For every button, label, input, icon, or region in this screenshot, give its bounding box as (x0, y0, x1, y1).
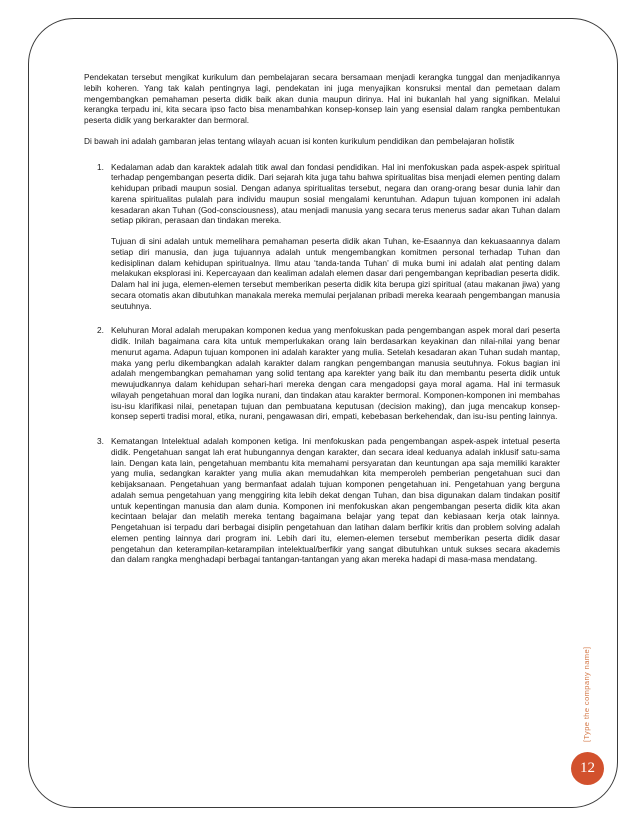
document-body (84, 72, 560, 579)
company-name-placeholder: [Type the company name] (582, 646, 591, 742)
page-number-badge: 12 (571, 752, 604, 785)
content-components-list (84, 162, 560, 566)
list-item-paragraph: Tujuan di sini adalah untuk memelihara pemahaman peserta didik akan Tuhan, ke-Esaannya dan kekuasaannya dalam setiap diri manusia, dan juga tujuannya adalah untuk mengembangkan komitmen personal terhadap Tuhan dan kedisiplinan dalam kehidupan spiritualnya. Ilmu atau ‘tanda-tanda Tuhan’ di muka bumi ini adalah alat penting dalam melakukan eksplorasi ini. Kepercayaan dan kealiman adalah elemen dasar dari pengembangan kepribadian peserta didik. Dalam hal ini juga, elemen-elemen tersebut memberikan peserta didik kita berupa gizi spiritual (atau makanan jiwa) yang secara otomatis akan dibutuhkan manakala mereka memulai perjalanan pribadi mereka kearaah pengembangan manusia seutuhnya. (111, 236, 560, 311)
list-item-adab-karakter (84, 162, 560, 312)
list-item-paragraph: Kematangan Intelektual adalah komponen ketiga. Ini menfokuskan pada pengembangan aspek-aspek intetual peserta didik. Pengetahuan sangat lah erat hubungannya dengan karakter, dan secara ideal keduanya adalah inklusif satu-sama lain. Dengan kata lain, pengetahuan membantu kita memahami persyaratan dan keuntungan apa saja memiliki karakter yang mulia, sedangkan karakter yang mulia akan memudahkan kita memperoleh pemberian pengetahuan suci dan kebijaksanaan. Pengetahuan yang bermanfaat adalah tujuan komponen pengetahuan ini. Pengetahuan yang berguna adalah semua pengetahuan yang menggiring kita lebih dekat dengan Tuhan, dan bisa digunakan dalam tindakan positif untuk kepentingan manusia dan alam dunia. Komponen ini menfokuskan akan pengembangan peserta didik kita akan kecintaan belajar dan melatih mereka tentang bagaimana belajar yang tepat dan kebiasaan kerja otak lainnya. Pengetahuan isi terpadu dari berbagai disiplin pengetahuan dan latihan dalam berfikir kritis dan problem solving adalah elemen penting lainnya dari program ini. Lebih dari itu, elemen-elemen tersebut memberikan peserta didik dasar pengetahun dan keterampilan-ketarampilan intelektual/berfikir yang sangat dibutuhkan untuk sukses secara akademis dan dalam rangka menghadapi berbagai tantangan-tantangan yang akan mereka hadapi di masa-masa mendatang. (111, 436, 560, 565)
list-item-number: 2. (97, 325, 104, 336)
list-item-keluhuran-moral (84, 325, 560, 422)
list-item-kematangan-intelektual (84, 436, 560, 565)
list-item-paragraph: Keluhuran Moral adalah merupakan komponen kedua yang menfokuskan pada pengembangan aspek moral dari peserta didik. Inilah bagaimana cara kita untuk memperlukakan orang lain berdasarkan keyakinan dan nilai-nilai yang benar menurut agama. Adapun tujuan komponen ini adalah karakter yang mulia. Setelah kesadaran akan Tuhan sudah mantap, maka yang perlu dikembangkan adalah karakter dalam rangkan pengembangan manusia seutuhnya. Fokus bagian ini adalah mengembangkan pemahaman yang solid tentang apa karekter yang baik itu dan membantu peserta didik untuk mewujudkannya dalam kehidupan sehari-hari mereka dengan cara mengadopsi gaya moral agama. Hal ini termasuk wilayah pengetahuan moral dan logika nurani, dan tindakan atau karakter bermoral. Komponen-komponen ini membahas isu-isu klarifikasi nilai, penetapan tujuan dan pembuatana keputusan (decision making), dan juga mencakup konsep-konsep seperti tradisi moral, etika, nurani, pengawasan diri, empati, kebebasan berkehendak, dan isu-isu penting lainnya. (111, 325, 560, 422)
intro-paragraph: Pendekatan tersebut mengikat kurikulum dan pembelajaran secara bersamaan menjadi kerangka tunggal dan menjadikannya lebih koheren. Yang tak kalah pentingnya lagi, pendekatan ini juga menyajikan konsruksi mental dan pemetaan dalam mengembangkan pemahaman peserta didik baik akan dunia maupun dirinya. Hal ini bukanlah hal yang signifikan. Melalui kerangka terpadu ini, kita secara ipso facto bisa menambahkan konsep-konsep lain yang esensial dalam rangka pembentukan peserta didik yang berkarakter dan bermoral. (84, 72, 560, 125)
list-item-number: 1. (97, 161, 104, 172)
list-lead-paragraph: Di bawah ini adalah gambaran jelas tentang wilayah acuan isi konten kurikulum pendidikan dan pembelajaran holistik (84, 135, 515, 146)
list-item-number: 3. (97, 436, 104, 446)
list-item-paragraph: Kedalaman adab dan karaktek adalah titik awal dan fondasi pendidikan. Hal ini menfokuskan pada aspek-aspek spiritual terhadap pengembangan peserta didik. Dari sejarah kita juga tahu bahwa spiritualitas bisa menjadi elemen penting dalam kehidupan pribadi maupun sosial. Dengan adanya spiritualitas tersebut, negara dan orang-orang besar dunia lahir dan karena spiritualitas pulalah para individu maupun sosial mengalami keruntuhan. Adapun tujuan komponen ini adalah kesadaran akan Tuhan (God-consciousness), atau menjadi manusia yang secara terus menerus sadar akan Tuhan dalam setiap pikiran, perasaan dan tindakan mereka. (111, 161, 560, 226)
